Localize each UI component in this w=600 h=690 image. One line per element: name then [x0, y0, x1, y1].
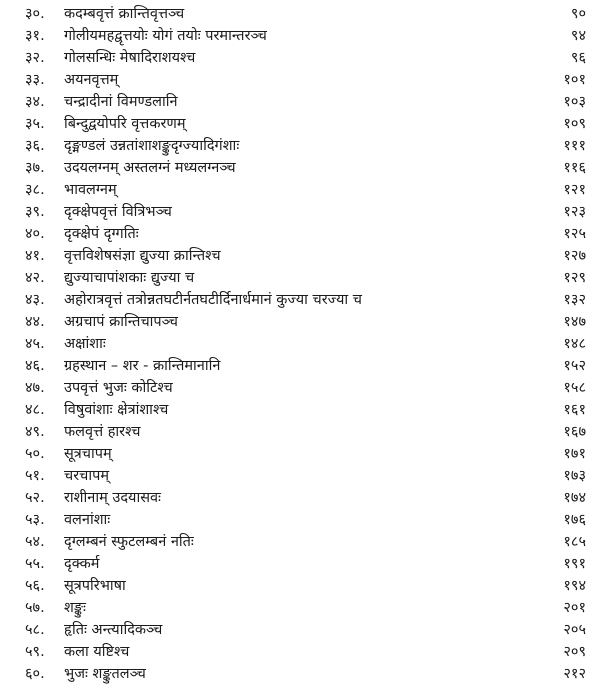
toc-entry	[0, 3, 600, 25]
entry-page-number: १५८	[563, 380, 586, 396]
entry-page-number: १३२	[563, 292, 586, 308]
entry-number: ६०.	[25, 666, 45, 682]
entry-page-number: १२७	[563, 248, 586, 264]
entry-number: ५०.	[25, 446, 45, 462]
entry-number: ५५.	[25, 556, 45, 572]
entry-number: ४३.	[25, 292, 45, 308]
entry-title: दृक्कर्म	[64, 556, 100, 572]
toc-entry	[0, 157, 600, 179]
entry-page-number: १६७	[563, 424, 586, 440]
entry-number: ३७.	[25, 160, 45, 176]
entry-title: कदम्बवृत्तं क्रान्तिवृत्तञ्च	[64, 6, 185, 22]
toc-entry	[0, 443, 600, 465]
entry-page-number: ९०	[570, 6, 586, 22]
entry-title: गोलीयमहद्वृत्तयोः योगं तयोः परमान्तरञ्च	[64, 28, 267, 44]
entry-number: ४०.	[25, 226, 45, 242]
entry-title: हृतिः अन्त्यादिकञ्च	[64, 622, 163, 638]
entry-title: उपवृत्तं भुजः कोटिश्च	[64, 380, 173, 396]
entry-title: द्युज्याचापांशकाः द्युज्या च	[64, 270, 195, 286]
entry-title: दृक्क्षेपं दृग्गतिः	[64, 226, 139, 242]
entry-title: शङ्कुः	[64, 600, 86, 616]
entry-number: ४१.	[25, 248, 45, 264]
entry-title: ग्रहस्थान – शर - क्रान्तिमानानि	[64, 358, 221, 374]
entry-title: वलनांशाः	[64, 512, 111, 528]
entry-title: अक्षांशाः	[64, 336, 106, 352]
toc-entry	[0, 289, 600, 311]
entry-number: ४७.	[25, 380, 45, 396]
entry-number: ५७.	[25, 600, 45, 616]
toc-entry	[0, 465, 600, 487]
entry-number: ५९.	[25, 644, 45, 660]
entry-number: ३६.	[25, 138, 45, 154]
entry-title: भुजः शङ्कुतलञ्च	[64, 666, 146, 682]
entry-page-number: १७४	[563, 490, 586, 506]
toc-entry	[0, 47, 600, 69]
toc-entry	[0, 597, 600, 619]
entry-number: ४९.	[25, 424, 45, 440]
entry-number: ४८.	[25, 402, 45, 418]
entry-title: चरचापम्	[64, 468, 110, 484]
entry-page-number: १८५	[563, 534, 586, 550]
toc-entry	[0, 575, 600, 597]
entry-page-number: १७३	[563, 468, 586, 484]
toc-entry	[0, 245, 600, 267]
toc-entry	[0, 509, 600, 531]
entry-page-number: १०३	[563, 94, 586, 110]
toc-entry	[0, 135, 600, 157]
entry-title: दृग्लम्बनं स्फुटलम्बनं नतिः	[64, 534, 194, 550]
entry-number: ३३.	[25, 72, 45, 88]
entry-number: ५६.	[25, 578, 45, 594]
entry-title: गोलसन्धिः मेषादिराशयश्च	[64, 50, 196, 66]
entry-number: ५३.	[25, 512, 45, 528]
toc-entry	[0, 663, 600, 685]
entry-page-number: १२३	[563, 204, 586, 220]
entry-title: भावलग्नम्	[64, 182, 117, 198]
entry-title: राशीनाम् उदयासवः	[64, 490, 161, 506]
entry-number: ४६.	[25, 358, 45, 374]
entry-title: दृङ्मण्डलं उन्नतांशाशङ्कुदृग्ज्यादिगंशाः	[64, 138, 240, 154]
toc-entry	[0, 267, 600, 289]
entry-page-number: १२९	[563, 270, 586, 286]
entry-number: ३५.	[25, 116, 45, 132]
entry-page-number: २०१	[563, 600, 586, 616]
entry-number: ३८.	[25, 182, 45, 198]
entry-page-number: ११६	[563, 160, 586, 176]
entry-number: ३०.	[25, 6, 45, 22]
entry-number: ४२.	[25, 270, 45, 286]
entry-page-number: ९४	[570, 28, 586, 44]
entry-title: दृक्क्षेपवृत्तं वित्रिभञ्च	[64, 204, 172, 220]
toc-entry	[0, 201, 600, 223]
toc-entry	[0, 487, 600, 509]
entry-page-number: १६१	[563, 402, 586, 418]
toc-entry	[0, 91, 600, 113]
toc-entry	[0, 223, 600, 245]
entry-number: ५८.	[25, 622, 45, 638]
entry-title: सूत्रचापम्	[64, 446, 112, 462]
entry-page-number: १५२	[563, 358, 586, 374]
toc-entry	[0, 179, 600, 201]
toc-entry	[0, 531, 600, 553]
entry-number: ४४.	[25, 314, 45, 330]
entry-page-number: ९६	[570, 50, 586, 66]
toc-entry	[0, 377, 600, 399]
toc-entry	[0, 355, 600, 377]
entry-number: ५४.	[25, 534, 45, 550]
entry-page-number: १११	[563, 138, 586, 154]
entry-page-number: १०९	[563, 116, 586, 132]
entry-title: अग्रचापं क्रान्तिचापञ्च	[64, 314, 178, 330]
entry-page-number: १४८	[563, 336, 586, 352]
entry-page-number: १९१	[563, 556, 586, 572]
entry-title: विषुवांशाः क्षेत्रांशाश्च	[64, 402, 169, 418]
toc-entry	[0, 25, 600, 47]
entry-number: ४५.	[25, 336, 45, 352]
entry-number: ५२.	[25, 490, 45, 506]
entry-title: सूत्रपरिभाषा	[64, 578, 126, 594]
entry-number: ३९.	[25, 204, 45, 220]
entry-page-number: १४७	[563, 314, 586, 330]
entry-number: ३१.	[25, 28, 45, 44]
entry-title: अहोरात्रवृत्तं तत्रोन्नतघटीर्नतघटीर्दिनार्धमानं कुज्या चरज्या च	[64, 292, 362, 308]
entry-title: उदयलग्नम् अस्तलग्नं मध्यलग्नञ्च	[64, 160, 236, 176]
entry-page-number: १२१	[563, 182, 586, 198]
toc-entry	[0, 311, 600, 333]
toc-entry	[0, 333, 600, 355]
entry-page-number: २१२	[563, 666, 586, 682]
entry-title: कला यष्टिश्च	[64, 644, 130, 660]
toc-entry	[0, 641, 600, 663]
entry-title: अयनवृत्तम्	[64, 72, 119, 88]
toc-entry	[0, 399, 600, 421]
toc-entry	[0, 553, 600, 575]
entry-page-number: १२५	[563, 226, 586, 242]
entry-title: बिन्दुद्वयोपरि वृत्तकरणम्	[64, 116, 186, 132]
toc-entry	[0, 113, 600, 135]
entry-number: ५१.	[25, 468, 45, 484]
entry-title: फलवृत्तं हारश्च	[64, 424, 141, 440]
entry-page-number: १७६	[563, 512, 586, 528]
entry-number: ३४.	[25, 94, 45, 110]
toc-entry	[0, 421, 600, 443]
entry-number: ३२.	[25, 50, 45, 66]
toc-entry	[0, 69, 600, 91]
entry-title: वृत्तविशेषसंज्ञा द्युज्या क्रान्तिश्च	[64, 248, 221, 264]
entry-title: चन्द्रादीनां विमण्डलानि	[64, 94, 178, 110]
entry-page-number: २०९	[563, 644, 586, 660]
entry-page-number: १०१	[563, 72, 586, 88]
entry-page-number: १७१	[563, 446, 586, 462]
toc-entry	[0, 619, 600, 641]
entry-page-number: २०५	[563, 622, 586, 638]
entry-page-number: १९४	[563, 578, 586, 594]
